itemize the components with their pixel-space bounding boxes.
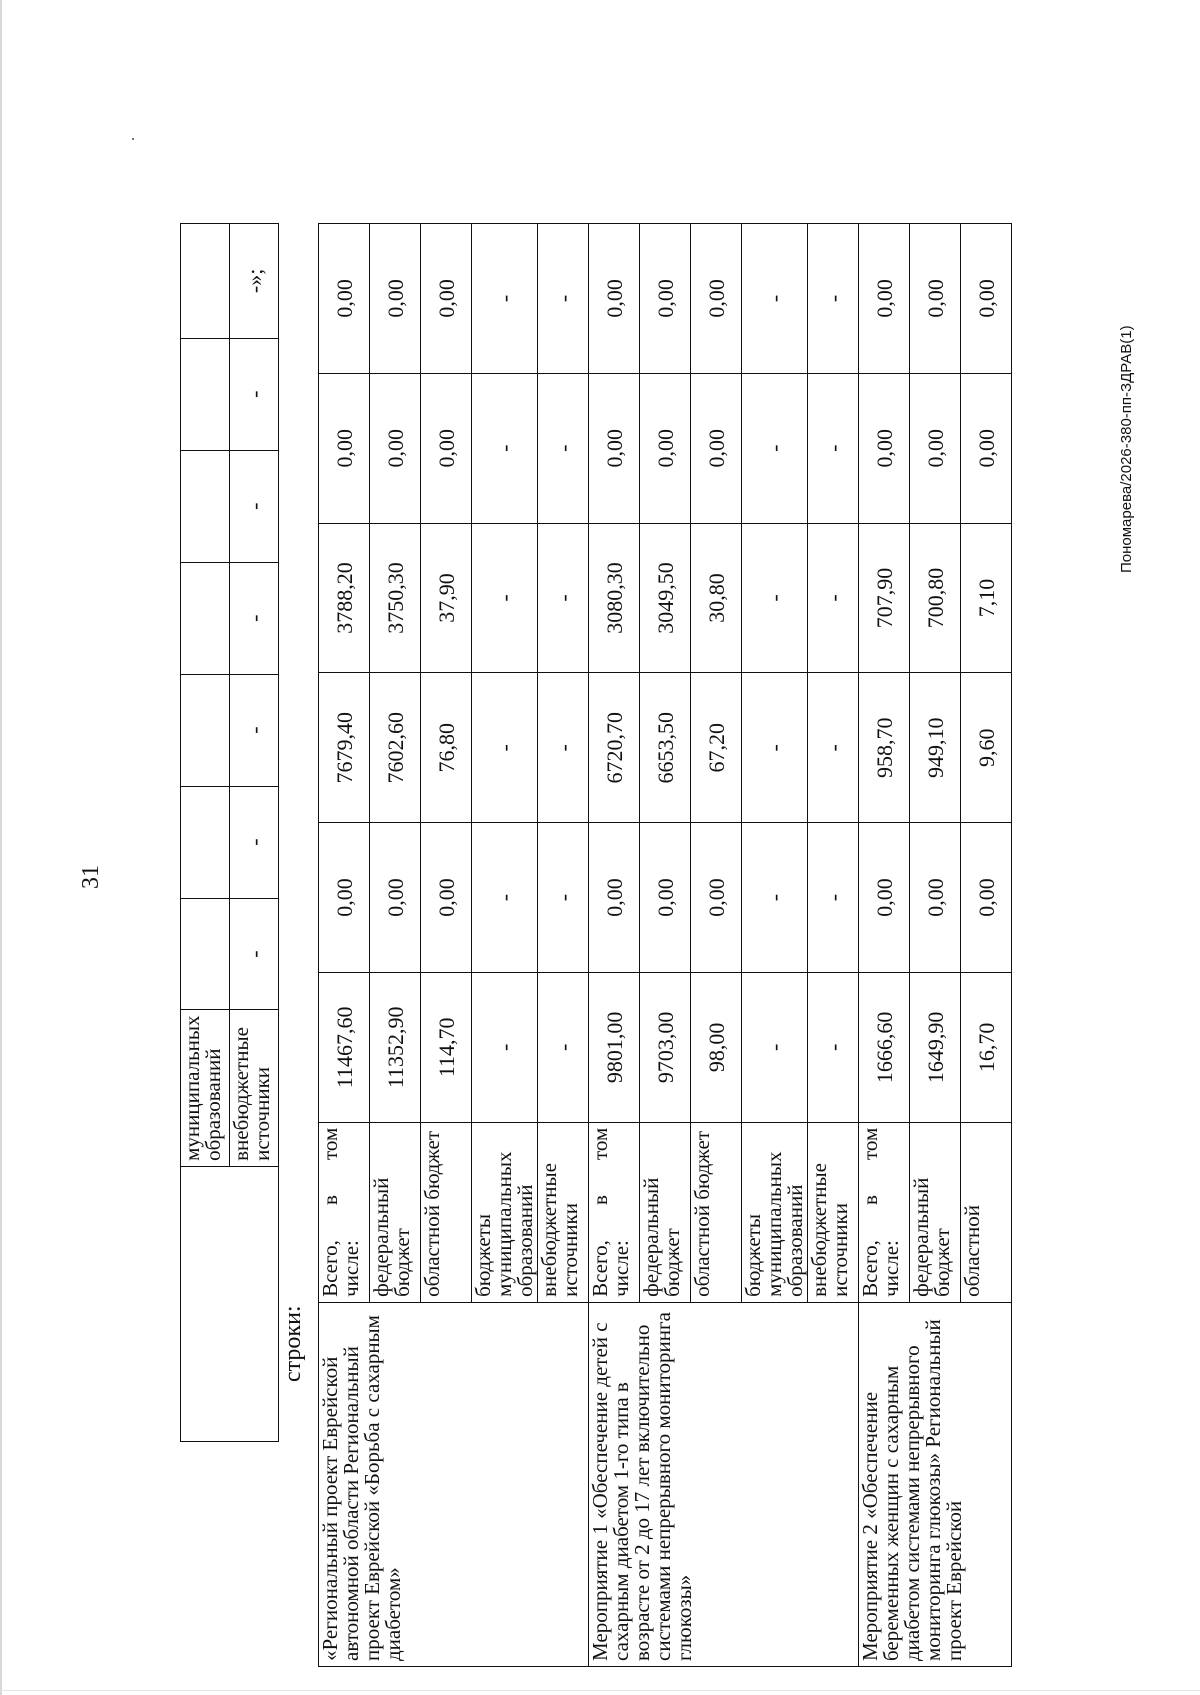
value-cell: 0,00: [640, 224, 691, 374]
source-label-cell: бюджеты муниципальных образований: [472, 1122, 538, 1302]
value-cell: -: [472, 972, 538, 1122]
value-cell: 0,00: [319, 224, 370, 374]
source-label-cell: федеральный бюджет: [640, 1122, 691, 1302]
project-name-cell: Мероприятие 1 «Обеспечение детей с сахарным диабетом 1-го типа в возрасте от 2 до 17 лет включительно системами непрерывного мониторинга глюкозы»: [589, 1302, 859, 1666]
value-cell: [181, 674, 230, 786]
value-cell: 0,00: [589, 823, 640, 973]
value-cell: -: [230, 674, 279, 786]
value-cell: -: [742, 523, 808, 673]
value-cell: 67,20: [691, 673, 742, 823]
source-label-cell: муниципальных образований: [181, 1010, 230, 1166]
value-cell: 0,00: [640, 823, 691, 973]
value-cell: -: [742, 224, 808, 374]
value-cell: -: [538, 673, 589, 823]
value-cell: 0,00: [859, 373, 910, 523]
value-cell: 1666,60: [859, 972, 910, 1122]
value-cell: 0,00: [859, 823, 910, 973]
rows-intro-text: строки:: [280, 1305, 306, 1382]
value-cell: -: [808, 373, 859, 523]
value-cell: 37,90: [421, 523, 472, 673]
table-row: [319, 224, 370, 1667]
value-cell: -: [538, 823, 589, 973]
source-label-cell: областной бюджет: [691, 1122, 742, 1302]
value-cell: 11352,90: [370, 972, 421, 1122]
value-cell: 6653,50: [640, 673, 691, 823]
source-label-cell: областной бюджет: [421, 1122, 472, 1302]
value-cell: -: [808, 224, 859, 374]
value-cell: 0,00: [589, 224, 640, 374]
value-cell: 0,00: [370, 823, 421, 973]
continuation-table: [180, 223, 279, 1442]
value-cell: 9801,00: [589, 972, 640, 1122]
value-cell: -: [472, 523, 538, 673]
value-cell: -: [472, 373, 538, 523]
value-cell: 0,00: [910, 224, 961, 374]
value-cell: 6720,70: [589, 673, 640, 823]
value-cell: 0,00: [691, 224, 742, 374]
source-label-cell: областной: [961, 1122, 1012, 1302]
value-cell: 0,00: [589, 373, 640, 523]
source-label-cell: внебюджетные источники: [808, 1122, 859, 1302]
value-cell: 0,00: [421, 373, 472, 523]
project-name-cell: «Региональный проект Еврейской автономной области Региональный проект Еврейской «Борьба с сахарным диабетом»: [319, 1302, 589, 1666]
value-cell: [181, 898, 230, 1010]
value-cell: 0,00: [910, 823, 961, 973]
value-cell: -: [230, 562, 279, 674]
value-cell: 0,00: [910, 373, 961, 523]
financing-table: [318, 223, 1012, 1667]
value-cell: 1649,90: [910, 972, 961, 1122]
value-cell: 0,00: [640, 373, 691, 523]
value-cell: -: [472, 823, 538, 973]
value-cell: -: [230, 898, 279, 1010]
value-cell: -: [230, 450, 279, 562]
value-cell: -: [808, 823, 859, 973]
value-cell: -: [742, 823, 808, 973]
source-label-cell: Всего, в том числе:: [859, 1122, 910, 1302]
value-cell: -: [742, 972, 808, 1122]
value-cell: 0,00: [421, 224, 472, 374]
value-cell: 3080,30: [589, 523, 640, 673]
value-cell: -: [230, 786, 279, 898]
value-cell: -: [808, 972, 859, 1122]
value-cell: 0,00: [319, 373, 370, 523]
value-cell: 98,00: [691, 972, 742, 1122]
source-label-cell: бюджеты муниципальных образований: [742, 1122, 808, 1302]
value-cell: -: [472, 224, 538, 374]
value-cell: [181, 224, 230, 339]
table-row: [859, 224, 910, 1667]
value-cell: 949,10: [910, 673, 961, 823]
value-cell: 16,70: [961, 972, 1012, 1122]
value-cell: 0,00: [319, 823, 370, 973]
value-cell: 958,70: [859, 673, 910, 823]
value-cell: 0,00: [859, 224, 910, 374]
value-cell: 0,00: [691, 373, 742, 523]
value-cell: -: [808, 523, 859, 673]
value-cell: 3750,30: [370, 523, 421, 673]
source-label-cell: федеральный бюджет: [910, 1122, 961, 1302]
footer-document-code: Пономарева/2026-380-пп-ЗДРАВ(1): [1118, 325, 1135, 573]
table-row: [589, 224, 640, 1667]
value-cell: 30,80: [691, 523, 742, 673]
value-cell: -: [538, 972, 589, 1122]
value-cell: [181, 338, 230, 450]
value-cell: 7679,40: [319, 673, 370, 823]
value-cell: -: [742, 673, 808, 823]
value-cell: 9703,00: [640, 972, 691, 1122]
value-cell: [181, 786, 230, 898]
page-number: 31: [78, 865, 104, 889]
value-cell: -: [538, 224, 589, 374]
value-cell: 700,80: [910, 523, 961, 673]
value-cell: 3788,20: [319, 523, 370, 673]
value-cell: 0,00: [961, 823, 1012, 973]
value-cell: 0,00: [370, 373, 421, 523]
value-cell: -»;: [230, 224, 279, 339]
value-cell: 11467,60: [319, 972, 370, 1122]
value-cell: -: [230, 338, 279, 450]
table-row: [181, 224, 230, 1442]
value-cell: -: [538, 523, 589, 673]
value-cell: 76,80: [421, 673, 472, 823]
value-cell: [181, 450, 230, 562]
value-cell: 707,90: [859, 523, 910, 673]
value-cell: 7,10: [961, 523, 1012, 673]
value-cell: 3049,50: [640, 523, 691, 673]
value-cell: 7602,60: [370, 673, 421, 823]
project-name-cell: Мероприятие 2 «Обеспечение беременных женщин с сахарным диабетом системами непрерывного мониторинга глюкозы» Региональный проект Еврейской: [859, 1302, 1012, 1666]
stray-mark: [132, 138, 134, 140]
source-label-cell: внебюджетные источники: [230, 1010, 279, 1166]
value-cell: 114,70: [421, 972, 472, 1122]
value-cell: 9,60: [961, 673, 1012, 823]
source-label-cell: Всего, в том числе:: [319, 1122, 370, 1302]
value-cell: -: [472, 673, 538, 823]
value-cell: 0,00: [961, 224, 1012, 374]
blank-name-cell: [181, 1166, 279, 1441]
source-label-cell: федеральный бюджет: [370, 1122, 421, 1302]
source-label-cell: Всего, в том числе:: [589, 1122, 640, 1302]
value-cell: 0,00: [370, 224, 421, 374]
value-cell: -: [538, 373, 589, 523]
value-cell: -: [742, 373, 808, 523]
source-label-cell: внебюджетные источники: [538, 1122, 589, 1302]
value-cell: 0,00: [691, 823, 742, 973]
value-cell: [181, 562, 230, 674]
value-cell: 0,00: [421, 823, 472, 973]
value-cell: 0,00: [961, 373, 1012, 523]
value-cell: -: [808, 673, 859, 823]
